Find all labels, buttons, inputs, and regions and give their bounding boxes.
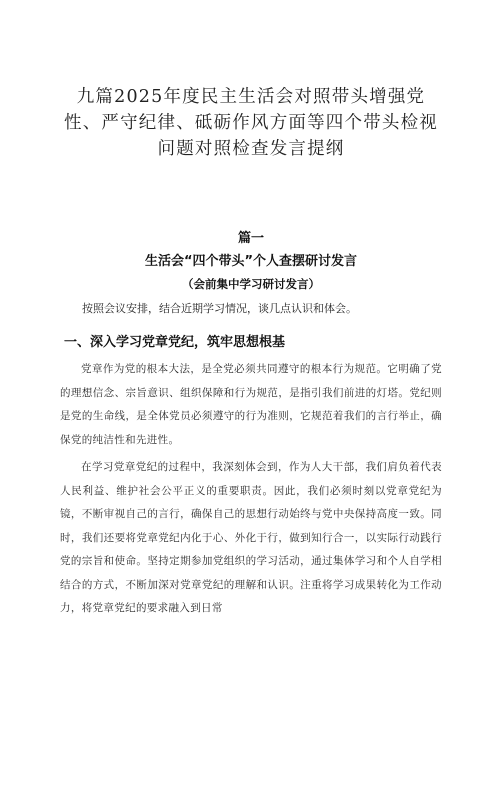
title-line-1: 九篇2025年度民主生活会对照带头增强党 xyxy=(76,87,426,107)
speech-title: 生活会“四个带头”个人查摆研讨发言 xyxy=(144,254,358,269)
speech-subtitle: （会前集中学习研讨发言） xyxy=(182,277,320,291)
title-line-3: 问题对照检查发言提纲 xyxy=(157,139,345,159)
section-number: 篇一 xyxy=(237,231,264,246)
title-line-2: 性、严守纪律、砥砺作风方面等四个带头检视 xyxy=(64,113,438,133)
document-title xyxy=(60,84,442,162)
body-paragraph: 党章作为党的根本大法，是全党必须共同遵守的根本行为规范。它明确了党的理想信念、宗旨意识、组织保障和行为规范，是指引我们前进的灯塔。党纪则是党的生命线，是全体党员必须遵守的行为准则，它规范着我们的言行举止，确保党的纯洁性和先进性。 xyxy=(60,363,442,446)
body-paragraph: 在学习党章党纪的过程中，我深刻体会到，作为人大干部，我们肩负着代表人民利益、维护社会公平正义的重要职责。因此，我们必须时刻以党章党纪为镜，不断审视自己的言行，确保自己的思想行动始终与党中央保持高度一致。同时，我们还要将党章党纪内化于心、外化于行，做到知行合一，以实际行动践行党的宗旨和使命。坚持定期参加党组织的学习活动，通过集体学习和个人自学相结合的方式，不断加深对党章党纪的理解和认识。注重将学习成果转化为工作动力，将党章党纪的要求融入到日常 xyxy=(60,461,442,614)
document-page xyxy=(0,84,500,791)
intro-paragraph: 按照会议安排，结合近期学习情况，谈几点认识和体会。 xyxy=(82,302,357,315)
section-heading: 一、深入学习党章党纪，筑牢思想根基 xyxy=(64,335,286,350)
